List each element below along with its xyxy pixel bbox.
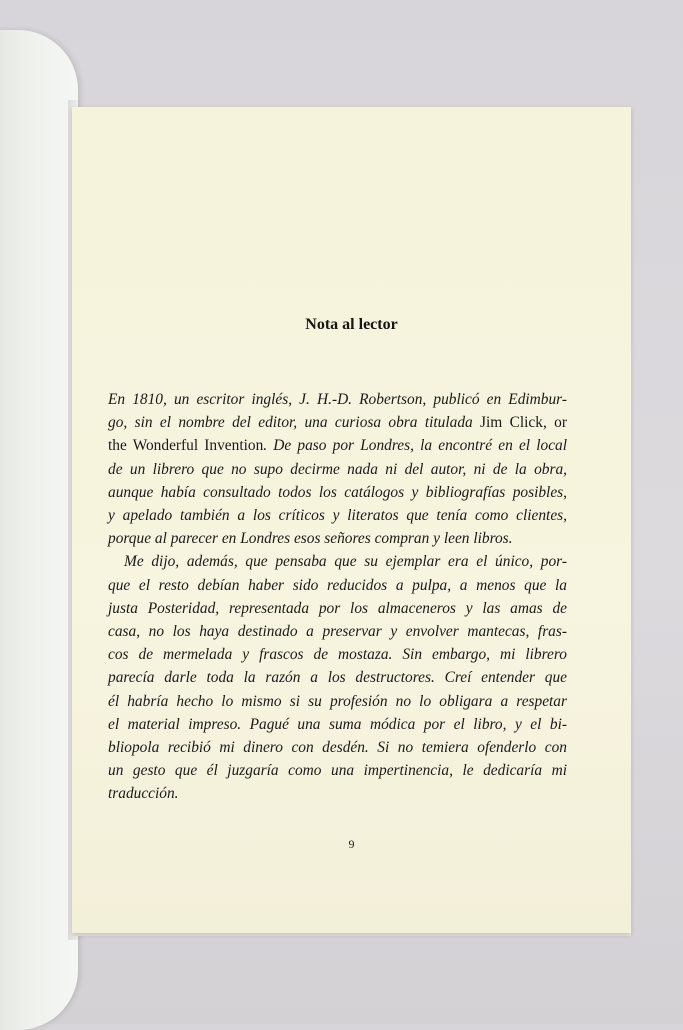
text-line: y apelado también a los críticos y literatos que tenía como clientes, xyxy=(108,507,567,525)
text-line: the Wonderful Invention. De paso por Londres, la encontré en el local xyxy=(108,437,567,455)
body-text xyxy=(108,388,567,806)
book-title-text: Jim Click xyxy=(480,414,543,432)
facing-page xyxy=(0,30,78,1030)
text-line: él habría hecho lo mismo si su profesión no lo obligara a respetar xyxy=(108,692,567,710)
text-line: Me dijo, además, que pensaba que su ejemplar era el único, por- xyxy=(124,553,567,571)
text-line: go, sin el nombre del editor, una curiosa obra titulada Jim Click, or xyxy=(108,414,567,432)
book-page xyxy=(72,107,631,933)
text-line: de un librero que no supo decirme nada ni del autor, ni de la obra, xyxy=(108,460,567,478)
text-line: cos de mermelada y frascos de mostaza. Sin embargo, mi librero xyxy=(108,646,567,664)
text-line: parecía darle toda la razón a los destructores. Creí entender que xyxy=(108,669,567,687)
page-number: 9 xyxy=(348,837,355,851)
text-line: En 1810, un escritor inglés, J. H.-D. Robertson, publicó en Edimbur- xyxy=(108,391,567,408)
text-line: porque al parecer en Londres esos señores compran y leen libros. xyxy=(108,530,513,548)
chapter-title: Nota al lector xyxy=(305,316,398,333)
text-line: el material impreso. Pagué una suma módica por el libro, y el bi- xyxy=(108,715,567,733)
text-line: un gesto que él juzgaría como una impertinencia, le dedicaría mi xyxy=(108,762,567,780)
text-line: casa, no los haya destinado a preservar y envolver mantecas, fras- xyxy=(108,623,567,641)
text-line: que el resto debían haber sido reducidos a pulpa, a menos que la xyxy=(108,576,567,594)
text-line: justa Posteridad, representada por los almaceneros y las amas de xyxy=(108,599,567,617)
text-line: bliopola recibió mi dinero con desdén. Si no temiera ofenderlo con xyxy=(108,739,567,757)
book-title-text: the Wonderful Invention xyxy=(108,437,264,455)
text-line: aunque había consultado todos los catálogos y bibliografías posibles, xyxy=(108,483,567,501)
text-line: traducción. xyxy=(108,785,179,803)
